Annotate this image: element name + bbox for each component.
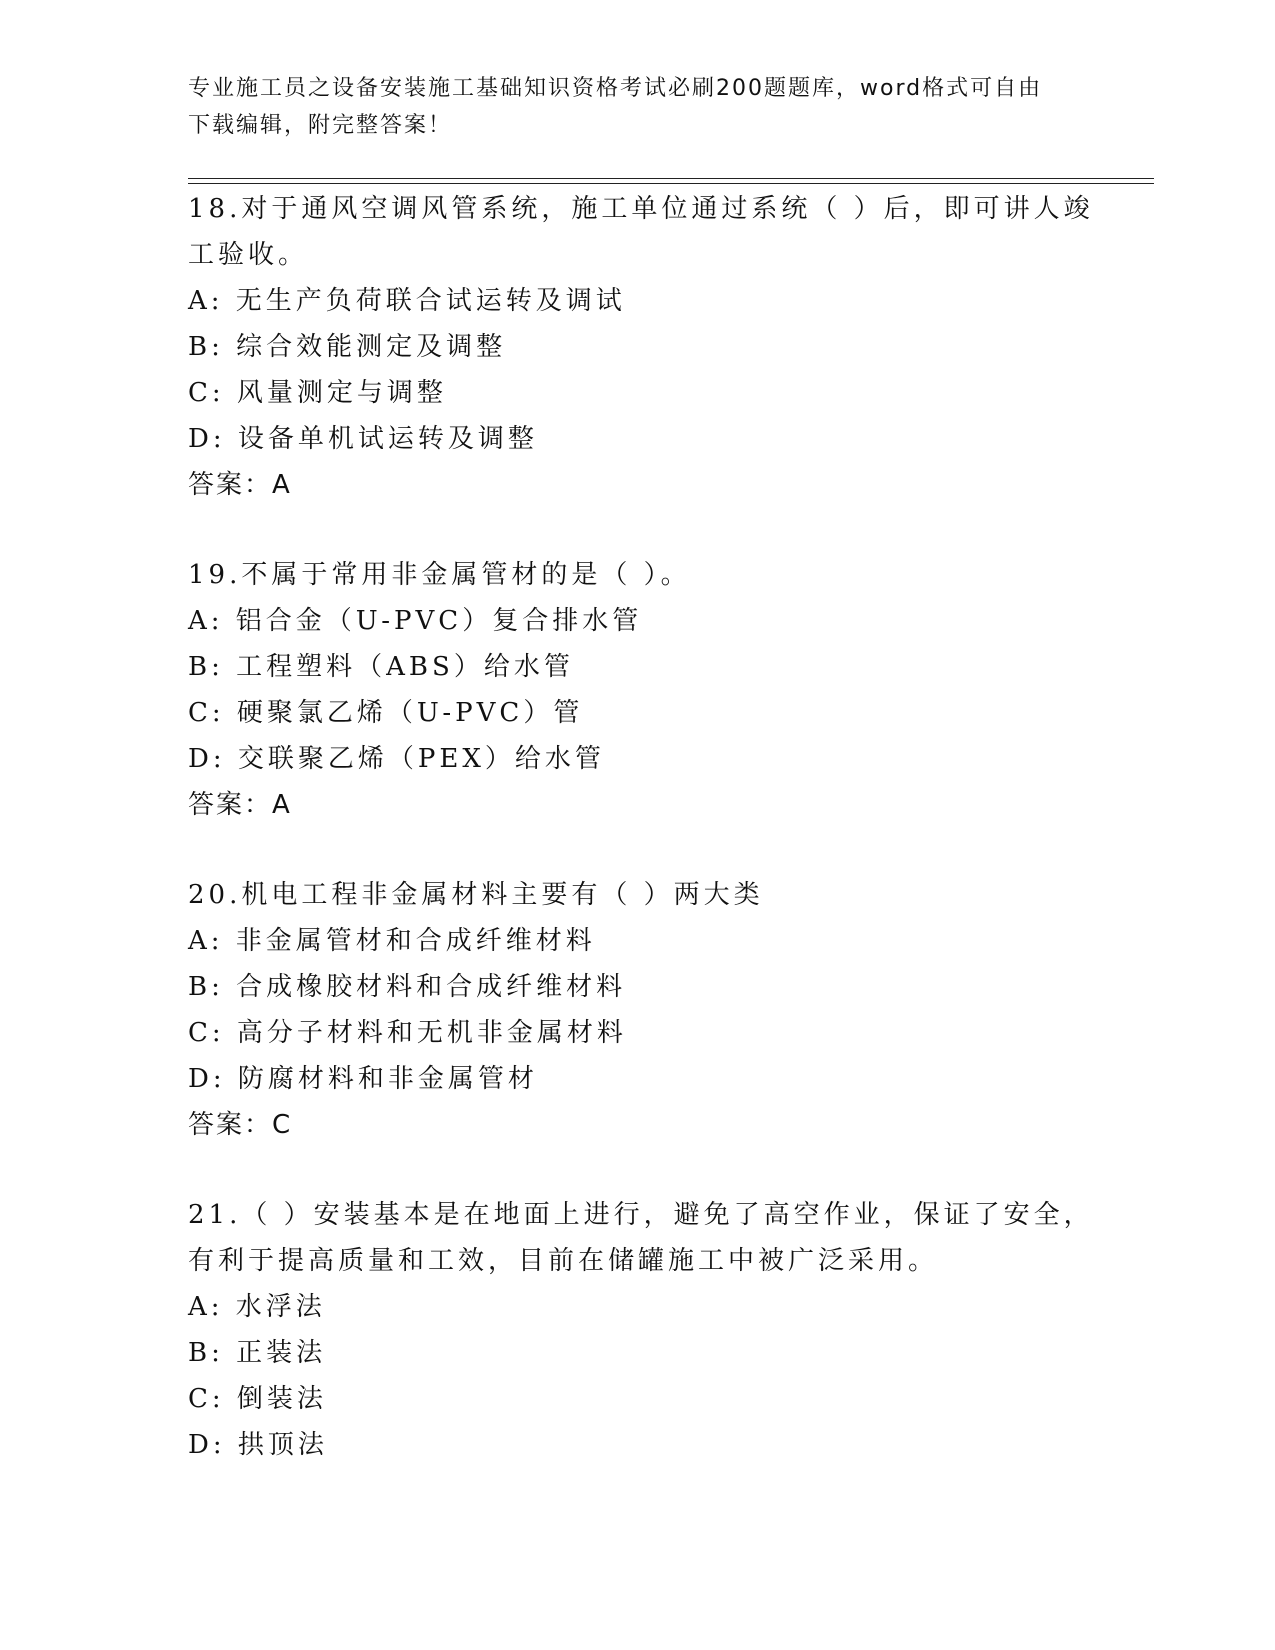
option-b: B: 综合效能测定及调整 xyxy=(188,332,507,362)
question-stem xyxy=(188,1192,1094,1284)
question-stem-line: 20.机电工程非金属材料主要有（ ）两大类 xyxy=(188,880,764,910)
option-d: D: 防腐材料和非金属管材 xyxy=(188,1064,538,1094)
option-a: A: 水浮法 xyxy=(188,1292,326,1322)
option-a: A: 无生产负荷联合试运转及调试 xyxy=(188,286,626,316)
question-stem-line: 工验收。 xyxy=(188,240,309,270)
option-c: C: 高分子材料和无机非金属材料 xyxy=(188,1018,627,1048)
question-stem-line: 有利于提高质量和工效，目前在储罐施工中被广泛采用。 xyxy=(188,1246,939,1276)
option-a: A: 非金属管材和合成纤维材料 xyxy=(188,926,596,956)
option-c: C: 硬聚氯乙烯（U-PVC）管 xyxy=(188,698,584,728)
answer-text: 答案：A xyxy=(188,790,292,820)
answer-text: 答案：A xyxy=(188,470,292,500)
option-c: C: 倒装法 xyxy=(188,1384,327,1414)
question-stem-line: 19.不属于常用非金属管材的是（ ）。 xyxy=(188,560,691,590)
option-c: C: 风量测定与调整 xyxy=(188,378,447,408)
document-header xyxy=(188,70,1088,144)
question-stem xyxy=(188,872,1088,918)
option-d: D: 设备单机试运转及调整 xyxy=(188,424,538,454)
option-d: D: 交联聚乙烯（PEX）给水管 xyxy=(188,744,605,774)
question-21 xyxy=(188,1192,1094,1468)
option-b: B: 工程塑料（ABS）给水管 xyxy=(188,652,574,682)
question-stem xyxy=(188,552,1088,598)
header-divider-top xyxy=(188,178,1154,179)
question-18 xyxy=(188,186,1094,508)
header-divider-bottom xyxy=(188,183,1154,184)
question-stem-line: 21.（ ）安装基本是在地面上进行，避免了高空作业，保证了安全， xyxy=(188,1200,1094,1230)
header-line-1: 专业施工员之设备安装施工基础知识资格考试必刷200题题库，word格式可自由 xyxy=(188,76,1043,101)
option-b: B: 正装法 xyxy=(188,1338,327,1368)
option-a: A: 铝合金（U-PVC）复合排水管 xyxy=(188,606,643,636)
question-stem-line: 18.对于通风空调风管系统，施工单位通过系统（ ）后，即可讲人竣 xyxy=(188,194,1094,224)
question-stem xyxy=(188,186,1094,278)
header-line-2: 下载编辑，附完整答案！ xyxy=(188,113,453,138)
answer-text: 答案：C xyxy=(188,1110,293,1140)
question-20 xyxy=(188,872,1088,1148)
question-19 xyxy=(188,552,1088,828)
option-b: B: 合成橡胶材料和合成纤维材料 xyxy=(188,972,627,1002)
question-list xyxy=(188,186,1094,1468)
option-d: D: 拱顶法 xyxy=(188,1430,328,1460)
